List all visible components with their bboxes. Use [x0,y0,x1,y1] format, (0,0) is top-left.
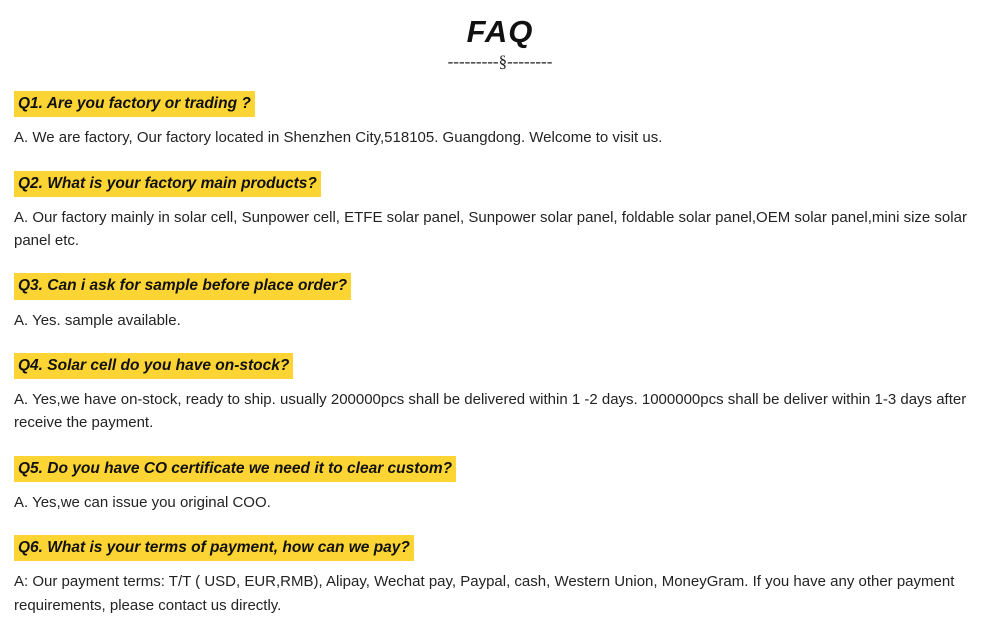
faq-answer: A. Yes. sample available. [14,311,181,329]
faq-item-5 [14,447,986,515]
faq-question: Q4. Solar cell do you have on-stock? [14,353,293,379]
faq-question: Q2. What is your factory main products? [14,171,321,197]
faq-item-2 [14,162,986,253]
faq-question: Q3. Can i ask for sample before place order? [14,273,351,299]
faq-item-3 [14,264,986,332]
faq-item-6 [14,526,986,617]
faq-answer: A. We are factory, Our factory located in Shenzhen City,518105. Guangdong. Welcome to visit us. [14,129,663,147]
faq-question: Q1. Are you factory or trading ? [14,91,255,117]
faq-answer: A: Our payment terms: T/T ( USD, EUR,RMB), Alipay, Wechat pay, Paypal, cash, Western Union, MoneyGram. If you have any other payment requirements, please contact us directly. [14,573,955,614]
page-title: FAQ [466,14,534,49]
faq-question: Q5. Do you have CO certificate we need it to clear custom? [14,456,456,482]
faq-question: Q6. What is your terms of payment, how can we pay? [14,535,414,561]
title-divider: ---------§-------- [447,52,553,71]
faq-answer: A. Yes,we have on-stock, ready to ship. usually 200000pcs shall be delivered within 1 -2 days. 1000000pcs shall be deliver within 1-3 days after receive the payment. [14,391,967,432]
faq-answer: A. Our factory mainly in solar cell, Sunpower cell, ETFE solar panel, Sunpower solar panel, foldable solar panel,OEM solar panel,mini size solar panel etc. [14,208,967,249]
faq-item-4 [14,344,986,435]
faq-item-1 [14,82,986,150]
faq-answer: A. Yes,we can issue you original COO. [14,493,271,511]
